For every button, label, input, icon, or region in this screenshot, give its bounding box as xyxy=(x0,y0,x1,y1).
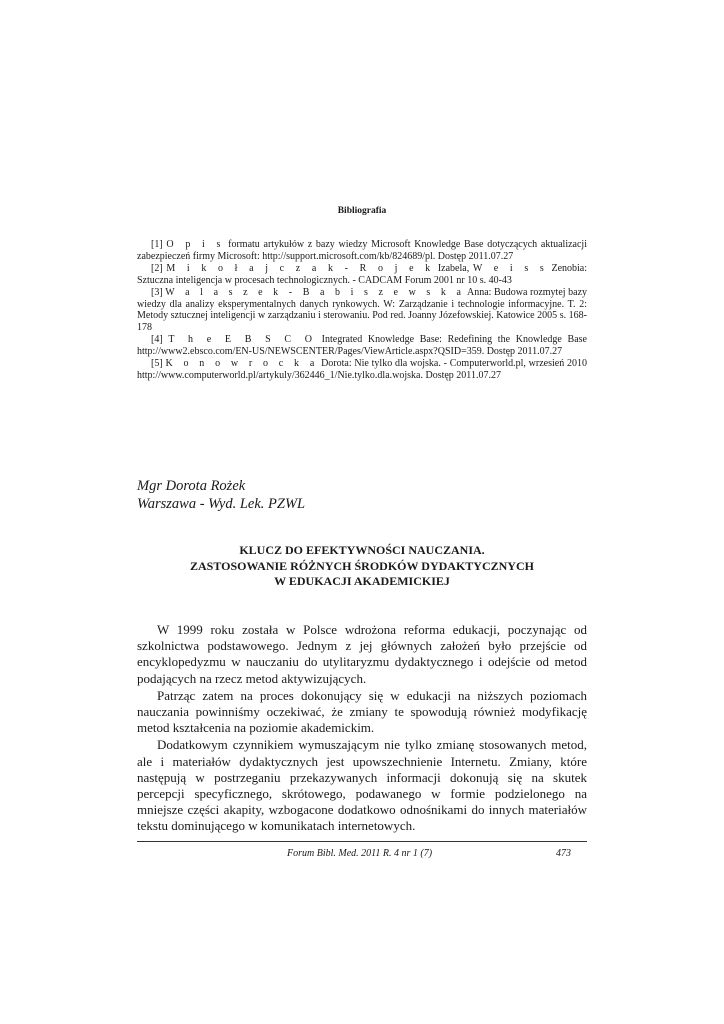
entry-author: O p i s xyxy=(166,239,225,250)
article-body xyxy=(137,622,587,836)
paragraph-1: W 1999 roku została w Polsce wdrożona reforma edukacji, poczynając od szkolnictwa podstawowego. Jednym z jej głównych założeń było przejście od encyklopedyzmu w nauczaniu do utylitaryzmu dydaktycznego i odejście od metod podających na rzecz metod aktywizujących. xyxy=(137,622,587,686)
entry-text: Integrated Knowledge Base: Redefining the Knowledge Base http://www2.ebsco.com/EN-US/NEWSCENTER/Pages/ViewArticle.aspx?QSID=359. Dostęp 2011.07.27 xyxy=(137,334,587,358)
bibliography-entry-1 xyxy=(137,239,587,263)
entry-author-2: W e i s s xyxy=(472,262,548,274)
paragraph-3: Dodatkowym czynnikiem wymuszającym nie tylko zmianę stosowanych metod, ale i materiałów dydaktycznych jest upowszechnienie Internetu. Zmiany, które następują w postrzeganiu przekazywanych informacji dokonują się na skutek percepcji specyficznego, skrótowego, podawanego w formie podzielonego na mniejsze części akapity, wzbogacone dodatkowo odnośnikami do innych materiałów tekstu dominującego w komunikatach internetowych. xyxy=(137,737,587,834)
bibliography-entry-3 xyxy=(137,287,587,335)
bibliography-heading: Bibliografia xyxy=(337,206,387,216)
entry-author: K o n o w r o c k a xyxy=(165,358,319,370)
entry-number: [1] xyxy=(151,239,163,250)
author-affiliation: Warszawa - Wyd. Lek. PZWL xyxy=(137,496,306,512)
entry-author: M i k o ł a j c z a k - R o j e k xyxy=(166,262,435,274)
entry-number: [5] xyxy=(151,358,163,370)
entry-author: T h e E B S C O xyxy=(168,334,316,346)
title-line-1: KLUCZ DO EFEKTYWNOŚCI NAUCZANIA. xyxy=(239,543,485,557)
entry-number: [3] xyxy=(151,286,163,298)
author-block xyxy=(137,477,587,513)
bibliography-entry-2 xyxy=(137,263,587,287)
title-line-3: W EDUKACJI AKADEMICKIEJ xyxy=(274,574,450,588)
entry-text: Anna: Budowa rozmytej bazy wiedzy dla analizy eksperymentalnych danych rynkowych. W: Zarządzanie i technologie informacyjne. T. 2: Metody sztucznej inteligencji w zarządzaniu i sterowaniu. Pod red. Joanny Józefowskiej. Katowice 2005 s. 168-178 xyxy=(137,286,588,334)
paragraph-2: Patrząc zatem na proces dokonujący się w edukacji na niższych poziomach nauczania powinniśmy oczekiwać, że zmiany te spowodują również modyfikację metod kształcenia na poziomie akademickim. xyxy=(137,687,587,736)
article-title xyxy=(137,543,587,590)
entry-text-2: Zenobia: Sztuczna inteligencja w procesach technologicznych. - CADCAM Forum 2001 nr 10 s. 40-43 xyxy=(137,262,588,286)
entry-text: Dorota: Nie tylko dla wojska. - Computerworld.pl, wrzesień 2010 http://www.computerworld.pl/artykuly/362446_1/Nie.tylko.dla.wojska. Dostęp 2011.07.27 xyxy=(137,358,587,381)
entry-text: formatu artykułów z bazy wiedzy Microsoft Knowledge Base dotyczących aktualizacji zabezpieczeń firmy Microsoft: http://support.microsoft.com/kb/824689/pl. Dostęp 2011.07.27 xyxy=(137,239,587,262)
entry-text: Izabela, xyxy=(434,262,473,274)
page-number: 473 xyxy=(556,848,571,859)
author-name: Mgr Dorota Rożek xyxy=(137,478,246,494)
page xyxy=(137,0,587,1024)
entry-number: [4] xyxy=(151,334,163,346)
bibliography-entry-5 xyxy=(137,358,587,382)
bibliography-list xyxy=(137,239,587,382)
entry-number: [2] xyxy=(151,262,163,274)
journal-citation: Forum Bibl. Med. 2011 R. 4 nr 1 (7) xyxy=(287,848,433,859)
footer-divider xyxy=(137,841,587,842)
bibliography-entry-4 xyxy=(137,334,587,358)
entry-author: W a l a s z e k - B a b i s z e w s k a xyxy=(165,286,465,298)
title-line-2: ZASTOSOWANIE RÓŻNYCH ŚRODKÓW DYDAKTYCZNYCH xyxy=(190,558,534,573)
